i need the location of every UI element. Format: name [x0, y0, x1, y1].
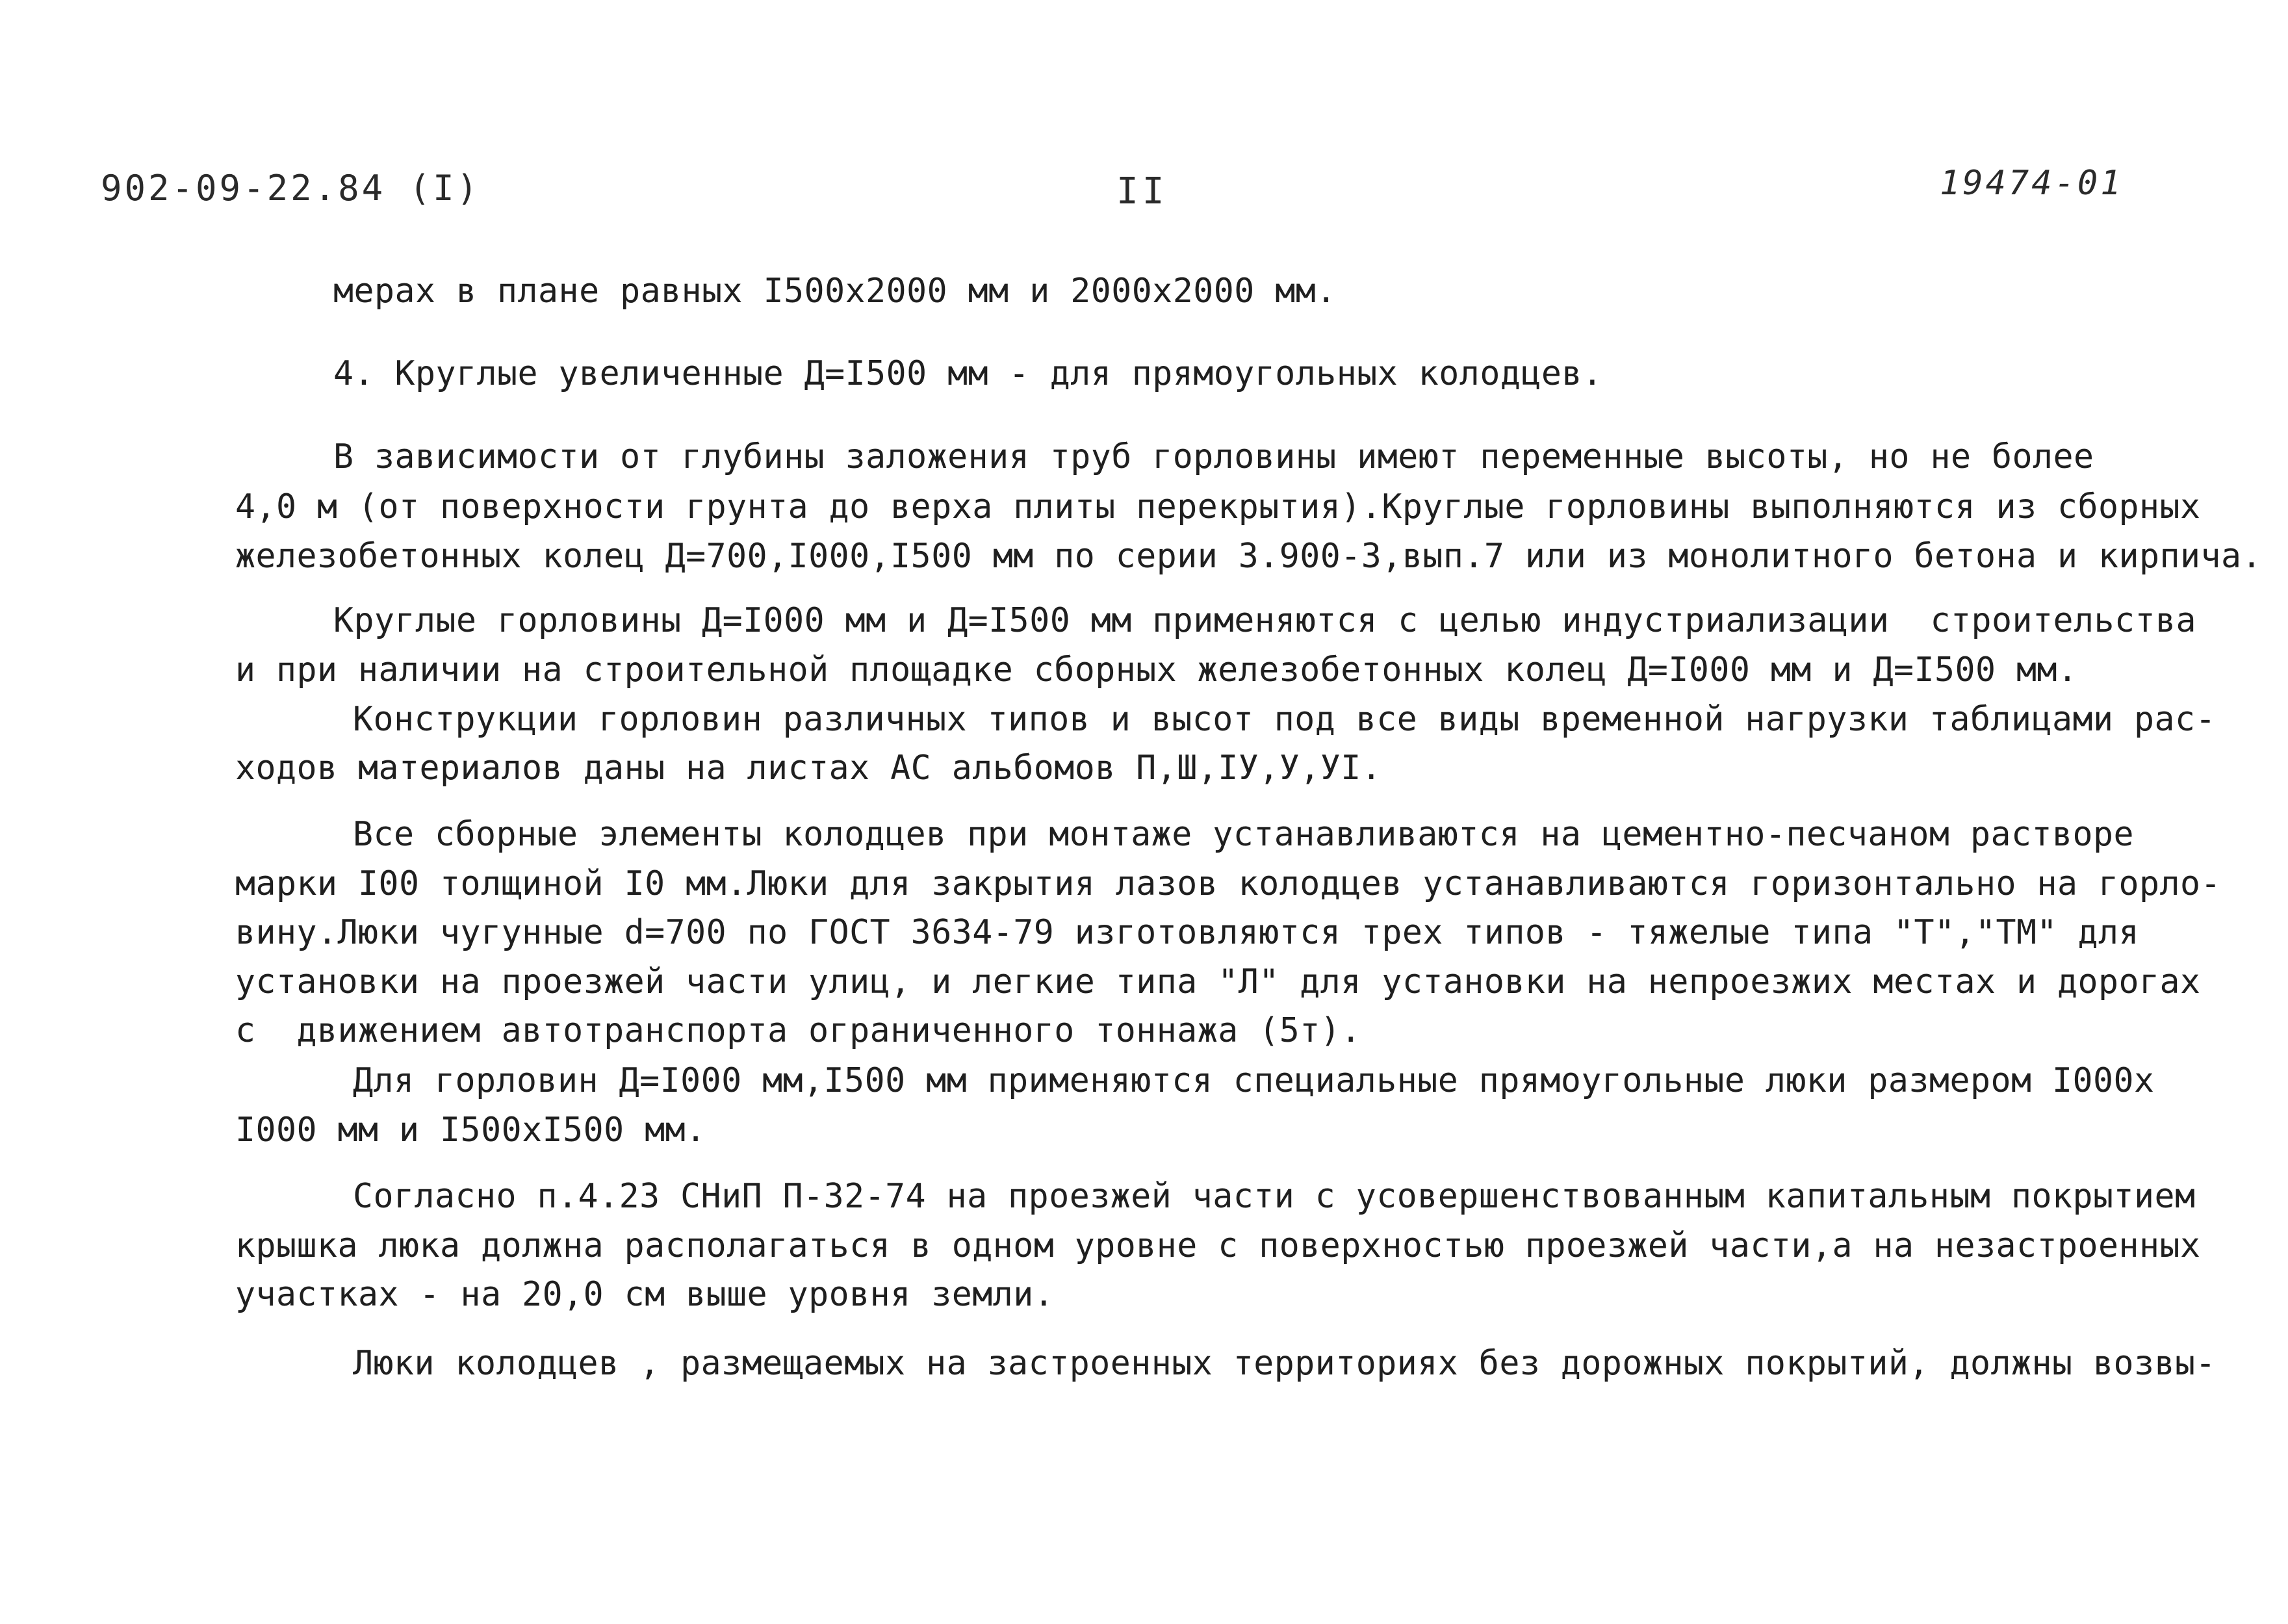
text-line: Люки колодцев , размещаемых на застроенных территориях без дорожных покрытий, должны возвы- — [353, 1344, 2217, 1383]
text-line: крышка люка должна располагаться в одном уровне с поверхностью проезжей части,а на незастроенных — [235, 1226, 2201, 1265]
document-code: 902-09-22.84 (I) — [101, 168, 481, 209]
text-line: участках - на 20,0 см выше уровня земли. — [235, 1275, 1055, 1314]
text-line: Согласно п.4.23 СНиП П-32-74 на проезжей части с усовершенствованным капитальным покрытием — [353, 1177, 2196, 1216]
text-line: В зависимости от глубины заложения труб горловины имеют переменные высоты, но не более — [333, 437, 2094, 476]
text-line: 4,0 м (от поверхности грунта до верха плиты перекрытия).Круглые горловины выполняются из сборных — [235, 487, 2201, 526]
text-line: Конструкции горловин различных типов и высот под все виды временной нагрузки таблицами рас- — [353, 700, 2217, 739]
text-line: Круглые горловины Д=I000 мм и Д=I500 мм применяются с целью индустриализации строительства — [333, 601, 2197, 640]
text-line: вину.Люки чугунные d=700 по ГОСТ 3634-79 изготовляются трех типов - тяжелые типа "Т","ТМ" для — [235, 913, 2140, 952]
text-line: 4. Круглые увеличенные Д=I500 мм - для прямоугольных колодцев. — [333, 354, 1603, 393]
text-line: ходов материалов даны на листах АС альбомов П,Ш,IУ,У,УI. — [235, 749, 1382, 788]
text-line: Для горловин Д=I000 мм,I500 мм применяются специальные прямоугольные люки размером I000х — [353, 1061, 2155, 1100]
page-number: II — [1116, 170, 1168, 213]
text-line: установки на проезжей части улиц, и легкие типа "Л" для установки на непроезжих местах и дорогах — [235, 962, 2201, 1001]
text-line: марки I00 толщиной I0 мм.Люки для закрытия лазов колодцев устанавливаются горизонтально на горло- — [235, 864, 2222, 903]
document-id: 19474-01 — [1940, 164, 2124, 203]
text-line: Все сборные элементы колодцев при монтаже устанавливаются на цементно-песчаном растворе — [353, 815, 2134, 854]
text-line: и при наличии на строительной площадке сборных железобетонных колец Д=I000 мм и Д=I500 мм. — [235, 651, 2078, 690]
text-line: мерах в плане равных I500х2000 мм и 2000х2000 мм. — [333, 272, 1337, 311]
text-line: I000 мм и I500хI500 мм. — [235, 1111, 706, 1150]
text-line: железобетонных колец Д=700,I000,I500 мм по серии 3.900-3,вып.7 или из монолитного бетона и кирпича. — [235, 537, 2263, 576]
text-line: с движением автотранспорта ограниченного тоннажа (5т). — [235, 1011, 1361, 1050]
